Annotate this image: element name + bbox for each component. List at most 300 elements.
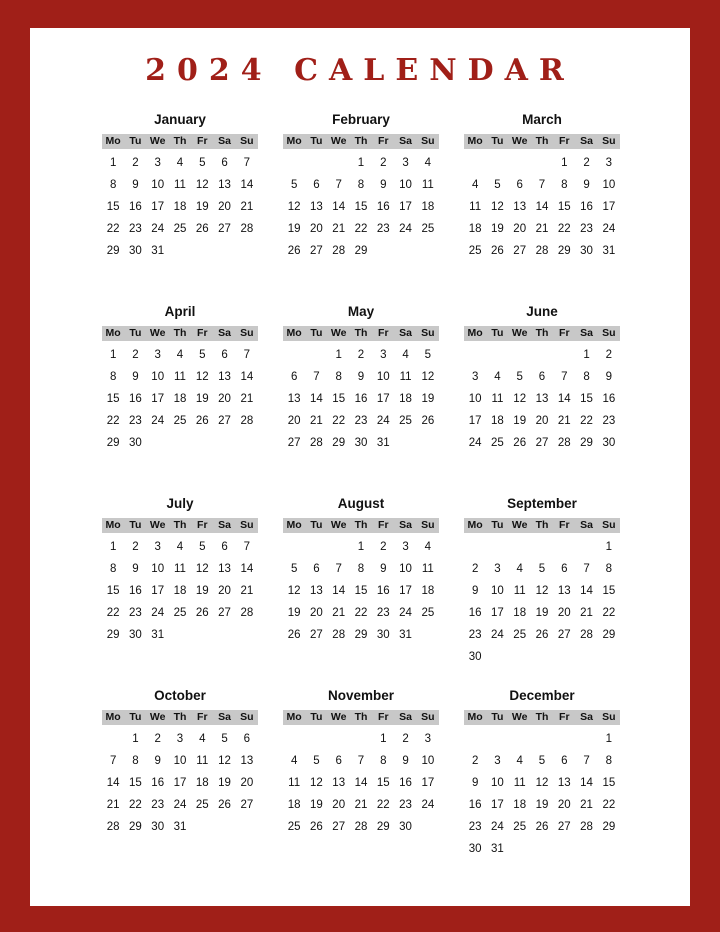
day-cell: 29 xyxy=(602,629,616,641)
weekday-header xyxy=(102,134,258,149)
day-cell: 28 xyxy=(557,437,571,449)
day-cell: 28 xyxy=(240,415,254,427)
day-cell: 11 xyxy=(421,563,434,575)
empty-day-cell xyxy=(328,536,350,558)
days-grid xyxy=(283,536,439,646)
day-cell: 8 xyxy=(357,179,365,191)
day-cell: 29 xyxy=(354,629,368,641)
day-cell: 1 xyxy=(561,157,568,169)
month-block-june xyxy=(464,300,620,492)
day-cell: 21 xyxy=(557,415,571,427)
weekday-label: We xyxy=(149,711,166,723)
day-cell: 25 xyxy=(399,415,412,427)
day-cell: 6 xyxy=(221,349,228,361)
day-cell: 23 xyxy=(468,629,482,641)
day-cell: 1 xyxy=(335,349,342,361)
day-cell: 5 xyxy=(313,755,320,767)
day-cell: 14 xyxy=(106,777,120,789)
day-cell: 24 xyxy=(421,799,435,811)
weekday-label: Th xyxy=(354,711,368,723)
weekday-label: Th xyxy=(535,519,549,531)
day-cell: 4 xyxy=(290,755,298,767)
month-name: November xyxy=(327,688,395,703)
day-cell: 14 xyxy=(310,393,323,405)
weekday-label: Tu xyxy=(491,519,504,531)
day-cell: 29 xyxy=(580,437,593,449)
day-cell: 11 xyxy=(491,393,504,405)
month-name: February xyxy=(332,112,390,127)
day-cell: 11 xyxy=(196,755,209,767)
day-cell: 5 xyxy=(516,371,523,383)
weekday-label: Mo xyxy=(105,519,121,531)
empty-day-cell xyxy=(283,344,305,366)
day-cell: 30 xyxy=(468,651,482,663)
day-cell: 27 xyxy=(218,607,231,619)
day-cell: 15 xyxy=(129,777,142,789)
day-cell: 31 xyxy=(602,245,616,257)
day-cell: 3 xyxy=(380,349,387,361)
day-cell: 7 xyxy=(583,755,590,767)
day-cell: 23 xyxy=(376,223,390,235)
day-cell: 15 xyxy=(354,201,368,213)
day-cell: 10 xyxy=(173,755,187,767)
day-cell: 23 xyxy=(129,223,142,235)
day-cell: 13 xyxy=(310,585,323,597)
empty-day-cell xyxy=(486,728,508,750)
day-cell: 9 xyxy=(605,371,613,383)
empty-day-cell xyxy=(328,728,350,750)
weekday-label: Mo xyxy=(286,327,302,339)
weekday-label: Tu xyxy=(310,519,323,531)
weekday-label: Sa xyxy=(399,519,412,531)
day-cell: 16 xyxy=(129,393,142,405)
day-cell: 31 xyxy=(173,821,187,833)
weekday-label: Mo xyxy=(467,519,483,531)
weekday-label: We xyxy=(511,327,528,339)
empty-day-cell xyxy=(102,728,124,750)
day-cell: 27 xyxy=(332,821,346,833)
weekday-label: Mo xyxy=(467,135,483,147)
weekday-label: Su xyxy=(421,519,435,531)
day-cell: 4 xyxy=(516,563,523,575)
day-cell: 11 xyxy=(399,371,412,383)
day-cell: 2 xyxy=(471,755,479,767)
day-cell: 29 xyxy=(106,437,120,449)
day-cell: 24 xyxy=(151,415,165,427)
day-cell: 3 xyxy=(424,733,432,745)
day-cell: 26 xyxy=(535,821,549,833)
day-cell: 8 xyxy=(561,179,568,191)
day-cell: 24 xyxy=(602,223,616,235)
day-cell: 28 xyxy=(354,821,368,833)
weekday-label: Tu xyxy=(491,327,504,339)
day-cell: 6 xyxy=(335,755,342,767)
day-cell: 27 xyxy=(557,821,571,833)
day-cell: 27 xyxy=(287,437,301,449)
day-cell: 17 xyxy=(151,201,165,213)
day-cell: 15 xyxy=(106,585,120,597)
day-cell: 28 xyxy=(332,245,346,257)
weekday-label: We xyxy=(511,519,528,531)
day-cell: 7 xyxy=(561,371,568,383)
day-cell: 21 xyxy=(240,393,254,405)
day-cell: 6 xyxy=(538,371,546,383)
day-cell: 28 xyxy=(240,607,254,619)
day-cell: 13 xyxy=(240,755,254,767)
empty-day-cell xyxy=(509,728,531,750)
calendar-page xyxy=(30,28,690,906)
weekday-label: We xyxy=(330,519,347,531)
day-cell: 11 xyxy=(469,201,482,213)
day-cell: 4 xyxy=(176,157,184,169)
weekday-label: Sa xyxy=(218,327,231,339)
day-cell: 26 xyxy=(195,607,209,619)
day-cell: 21 xyxy=(354,799,368,811)
day-cell: 11 xyxy=(174,563,186,575)
day-cell: 9 xyxy=(154,755,161,767)
day-cell: 14 xyxy=(332,585,346,597)
day-cell: 14 xyxy=(557,393,571,405)
day-cell: 10 xyxy=(602,179,616,191)
day-cell: 4 xyxy=(176,541,184,553)
day-cell: 25 xyxy=(173,607,187,619)
months-grid xyxy=(102,108,620,876)
day-cell: 17 xyxy=(399,585,412,597)
day-cell: 2 xyxy=(471,563,479,575)
month-block-september xyxy=(464,492,620,684)
weekday-label: Th xyxy=(354,327,368,339)
day-cell: 27 xyxy=(218,415,231,427)
day-cell: 2 xyxy=(380,541,387,553)
day-cell: 2 xyxy=(380,157,387,169)
weekday-label: Su xyxy=(421,711,435,723)
weekday-header xyxy=(464,710,620,725)
day-cell: 20 xyxy=(240,777,254,789)
weekday-label: Sa xyxy=(218,711,231,723)
weekday-label: Fr xyxy=(559,135,570,147)
day-cell: 13 xyxy=(513,201,527,213)
day-cell: 30 xyxy=(580,245,593,257)
day-cell: 27 xyxy=(557,629,571,641)
day-cell: 5 xyxy=(290,563,298,575)
day-cell: 16 xyxy=(376,585,390,597)
day-cell: 25 xyxy=(491,437,504,449)
day-cell: 12 xyxy=(491,201,504,213)
day-cell: 26 xyxy=(421,415,435,427)
weekday-label: Th xyxy=(354,519,368,531)
day-cell: 5 xyxy=(221,733,228,745)
day-cell: 24 xyxy=(468,437,482,449)
day-cell: 2 xyxy=(154,733,161,745)
day-cell: 11 xyxy=(421,179,434,191)
empty-day-cell xyxy=(464,728,486,750)
weekday-label: We xyxy=(330,711,347,723)
day-cell: 2 xyxy=(132,541,139,553)
day-cell: 23 xyxy=(580,223,593,235)
day-cell: 21 xyxy=(332,223,346,235)
weekday-label: We xyxy=(149,327,166,339)
weekday-label: We xyxy=(330,135,347,147)
day-cell: 4 xyxy=(199,733,206,745)
day-cell: 13 xyxy=(557,777,571,789)
day-cell: 25 xyxy=(421,607,435,619)
weekday-label: Mo xyxy=(105,135,121,147)
empty-day-cell xyxy=(283,728,305,750)
day-cell: 1 xyxy=(583,349,590,361)
day-cell: 23 xyxy=(376,607,390,619)
days-grid xyxy=(283,152,439,262)
day-cell: 22 xyxy=(354,607,368,619)
day-cell: 3 xyxy=(154,541,161,553)
weekday-label: Th xyxy=(535,327,549,339)
day-cell: 25 xyxy=(195,799,209,811)
day-cell: 21 xyxy=(240,201,254,213)
day-cell: 16 xyxy=(129,201,142,213)
day-cell: 18 xyxy=(513,799,527,811)
day-cell: 4 xyxy=(424,541,432,553)
empty-day-cell xyxy=(283,152,305,174)
day-cell: 26 xyxy=(535,629,549,641)
day-cell: 15 xyxy=(602,585,616,597)
day-cell: 14 xyxy=(240,371,254,383)
weekday-label: Tu xyxy=(129,135,142,147)
day-cell: 2 xyxy=(402,733,409,745)
month-name: January xyxy=(154,112,206,127)
month-block-january xyxy=(102,108,258,300)
day-cell: 23 xyxy=(468,821,482,833)
day-cell: 27 xyxy=(218,223,231,235)
day-cell: 9 xyxy=(471,777,479,789)
day-cell: 20 xyxy=(535,415,549,427)
day-cell: 16 xyxy=(580,201,593,213)
weekday-label: Fr xyxy=(197,327,208,339)
day-cell: 15 xyxy=(557,201,571,213)
day-cell: 30 xyxy=(129,437,142,449)
day-cell: 1 xyxy=(357,541,365,553)
month-block-july xyxy=(102,492,258,684)
weekday-label: Tu xyxy=(129,711,142,723)
day-cell: 25 xyxy=(513,629,527,641)
day-cell: 11 xyxy=(174,371,186,383)
day-cell: 18 xyxy=(513,607,527,619)
weekday-label: Tu xyxy=(491,135,504,147)
weekday-label: Fr xyxy=(378,135,389,147)
day-cell: 3 xyxy=(494,563,501,575)
day-cell: 22 xyxy=(129,799,142,811)
day-cell: 8 xyxy=(605,755,613,767)
weekday-header xyxy=(102,518,258,533)
day-cell: 20 xyxy=(557,607,571,619)
weekday-header xyxy=(464,518,620,533)
weekday-label: We xyxy=(149,519,166,531)
day-cell: 22 xyxy=(557,223,571,235)
day-cell: 19 xyxy=(287,223,301,235)
weekday-label: Mo xyxy=(105,711,121,723)
day-cell: 1 xyxy=(357,157,365,169)
day-cell: 25 xyxy=(513,821,527,833)
day-cell: 19 xyxy=(535,799,549,811)
month-block-august xyxy=(283,492,439,684)
weekday-label: Mo xyxy=(286,519,302,531)
days-grid xyxy=(102,728,258,838)
day-cell: 22 xyxy=(106,223,120,235)
day-cell: 19 xyxy=(195,393,209,405)
day-cell: 12 xyxy=(421,371,435,383)
weekday-label: Su xyxy=(602,135,616,147)
day-cell: 7 xyxy=(335,563,342,575)
day-cell: 4 xyxy=(424,157,432,169)
day-cell: 16 xyxy=(129,585,142,597)
day-cell: 12 xyxy=(218,755,231,767)
empty-day-cell xyxy=(464,536,486,558)
day-cell: 29 xyxy=(376,821,390,833)
day-cell: 25 xyxy=(468,245,482,257)
day-cell: 25 xyxy=(421,223,435,235)
weekday-label: Fr xyxy=(378,519,389,531)
day-cell: 2 xyxy=(357,349,365,361)
day-cell: 30 xyxy=(602,437,616,449)
month-block-may xyxy=(283,300,439,492)
day-cell: 15 xyxy=(106,393,120,405)
day-cell: 18 xyxy=(287,799,301,811)
day-cell: 9 xyxy=(583,179,590,191)
day-cell: 9 xyxy=(357,371,365,383)
month-name: July xyxy=(166,496,194,511)
weekday-label: Tu xyxy=(310,327,323,339)
day-cell: 30 xyxy=(354,437,368,449)
day-cell: 13 xyxy=(310,201,323,213)
day-cell: 8 xyxy=(380,755,387,767)
day-cell: 25 xyxy=(287,821,301,833)
day-cell: 17 xyxy=(173,777,187,789)
day-cell: 21 xyxy=(332,607,346,619)
empty-day-cell xyxy=(328,152,350,174)
weekday-label: Su xyxy=(602,711,616,723)
day-cell: 18 xyxy=(195,777,209,789)
day-cell: 29 xyxy=(106,629,120,641)
day-cell: 28 xyxy=(332,629,346,641)
day-cell: 13 xyxy=(557,585,571,597)
day-cell: 7 xyxy=(583,563,590,575)
day-cell: 20 xyxy=(218,393,231,405)
weekday-header xyxy=(464,134,620,149)
empty-day-cell xyxy=(486,536,508,558)
day-cell: 23 xyxy=(602,415,616,427)
day-cell: 21 xyxy=(535,223,549,235)
day-cell: 21 xyxy=(240,585,254,597)
days-grid xyxy=(464,536,620,668)
day-cell: 9 xyxy=(132,563,139,575)
empty-day-cell xyxy=(509,152,531,174)
day-cell: 3 xyxy=(154,157,161,169)
day-cell: 6 xyxy=(221,541,228,553)
day-cell: 3 xyxy=(605,157,613,169)
day-cell: 27 xyxy=(513,245,527,257)
day-cell: 23 xyxy=(129,607,142,619)
day-cell: 16 xyxy=(354,393,368,405)
weekday-label: Su xyxy=(240,135,254,147)
day-cell: 18 xyxy=(173,393,187,405)
day-cell: 8 xyxy=(335,371,342,383)
day-cell: 22 xyxy=(376,799,390,811)
weekday-label: Th xyxy=(173,327,187,339)
day-cell: 31 xyxy=(151,629,165,641)
day-cell: 26 xyxy=(195,223,209,235)
empty-day-cell xyxy=(486,152,508,174)
day-cell: 22 xyxy=(106,607,120,619)
day-cell: 19 xyxy=(287,607,301,619)
day-cell: 15 xyxy=(106,201,120,213)
day-cell: 28 xyxy=(240,223,254,235)
day-cell: 13 xyxy=(218,179,231,191)
day-cell: 14 xyxy=(580,777,593,789)
day-cell: 30 xyxy=(129,245,142,257)
month-name: April xyxy=(164,304,196,319)
month-name: December xyxy=(509,688,575,703)
day-cell: 21 xyxy=(580,799,593,811)
weekday-label: Mo xyxy=(286,711,302,723)
day-cell: 10 xyxy=(491,585,504,597)
day-cell: 3 xyxy=(176,733,184,745)
day-cell: 8 xyxy=(357,563,365,575)
day-cell: 29 xyxy=(602,821,616,833)
day-cell: 2 xyxy=(583,157,590,169)
day-cell: 8 xyxy=(132,755,139,767)
day-cell: 29 xyxy=(332,437,346,449)
day-cell: 22 xyxy=(354,223,368,235)
day-cell: 19 xyxy=(421,393,435,405)
weekday-label: Th xyxy=(173,519,187,531)
day-cell: 7 xyxy=(357,755,365,767)
day-cell: 8 xyxy=(109,179,117,191)
month-block-march xyxy=(464,108,620,300)
day-cell: 20 xyxy=(287,415,301,427)
day-cell: 26 xyxy=(287,245,301,257)
weekday-header xyxy=(283,710,439,725)
day-cell: 31 xyxy=(376,437,390,449)
day-cell: 8 xyxy=(109,371,117,383)
day-cell: 24 xyxy=(399,223,412,235)
weekday-label: Sa xyxy=(399,711,412,723)
day-cell: 9 xyxy=(471,585,479,597)
day-cell: 7 xyxy=(243,541,251,553)
day-cell: 1 xyxy=(605,733,613,745)
day-cell: 10 xyxy=(421,755,435,767)
day-cell: 16 xyxy=(468,799,482,811)
day-cell: 19 xyxy=(218,777,231,789)
empty-day-cell xyxy=(575,728,597,750)
day-cell: 13 xyxy=(218,371,231,383)
day-cell: 10 xyxy=(151,563,165,575)
day-cell: 10 xyxy=(151,371,165,383)
day-cell: 3 xyxy=(402,157,409,169)
weekday-label: Th xyxy=(354,135,368,147)
weekday-label: Th xyxy=(173,711,187,723)
day-cell: 27 xyxy=(310,629,323,641)
day-cell: 22 xyxy=(332,415,346,427)
day-cell: 3 xyxy=(402,541,409,553)
day-cell: 24 xyxy=(151,223,165,235)
weekday-label: Fr xyxy=(197,711,208,723)
day-cell: 20 xyxy=(310,223,323,235)
day-cell: 30 xyxy=(151,821,165,833)
weekday-label: Sa xyxy=(580,519,593,531)
empty-day-cell xyxy=(553,344,575,366)
day-cell: 2 xyxy=(132,349,139,361)
day-cell: 1 xyxy=(605,541,613,553)
day-cell: 28 xyxy=(535,245,549,257)
day-cell: 25 xyxy=(173,223,187,235)
